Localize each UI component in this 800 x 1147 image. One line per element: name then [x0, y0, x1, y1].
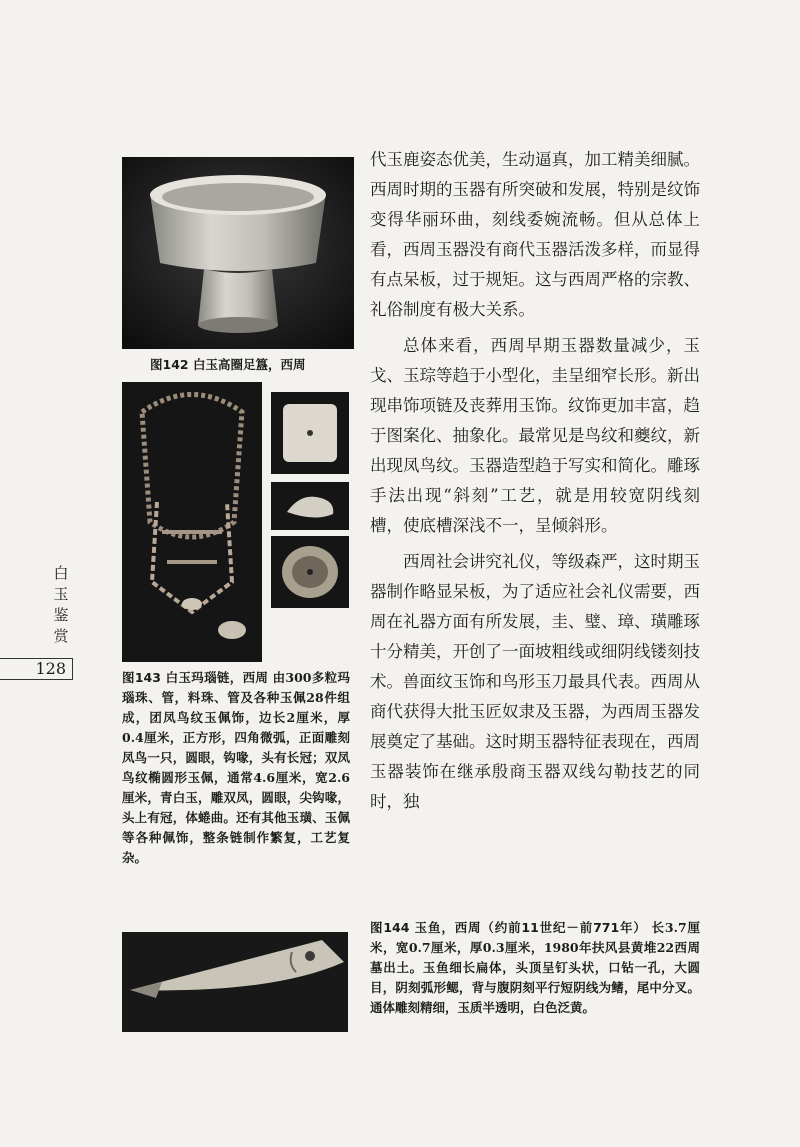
- jade-bowl-image: [122, 157, 354, 349]
- page-number: 128: [35, 659, 66, 678]
- paragraph-3: 西周社会讲究礼仪，等级森严，这时期玉器制作略显呆板，为了适应社会礼仪需要，西周在礼器方面有所发展，圭、璧、璋、璜雕琢十分精美，开创了一面坡粗线或细阴线镂刻技术。兽面纹玉饰和鸟形玉刀最具代表。西周从商代获得大批玉匠奴隶及玉器，为西周玉器发展奠定了基础。这时期玉器特征表现在，西周玉器装饰在继承殷商玉器双线勾勒技艺的同时，独: [370, 552, 700, 811]
- bird-pendant-image: [271, 482, 349, 530]
- figure-144-caption-body: 长3.7厘米，宽0.7厘米，厚0.3厘米，1980年扶风县黄堆22西周墓出土。玉鱼细长扁体，头顶呈钉头状，口钻一孔，大圆目，阴刻弧形鳃，背与腹阴刻平行短阴线为鳍，尾中分叉。通体雕刻精细，玉质半透明，白色泛黄。: [370, 920, 700, 1015]
- page-number-box: [0, 658, 73, 680]
- section-side-label: 白玉鉴赏: [53, 564, 69, 645]
- figure-143-caption-body: 由300多粒玛瑙珠、管，料珠、管及各种玉佩28件组成，团凤鸟纹玉佩饰，边长2厘米，厚0.4厘米，正方形，四角微弧，正面雕刻凤鸟一只，圆眼，钩喙，头有长冠；双凤鸟纹椭圆形玉佩，通常4.6厘米，宽2.6厘米，青白玉，雕双凤，圆眼，尖钩喙，头上有冠，体蜷曲。还有其他玉璜、玉佩等各种佩饰，整条链制作繁复，工艺复杂。: [122, 670, 350, 865]
- figure-143-detail-oval-pendant: [271, 536, 349, 608]
- figure-143-detail-bird-pendant: [271, 482, 349, 530]
- figure-143-detail-square-pendant: [271, 392, 349, 474]
- figure-143-necklace-photo: [122, 382, 262, 662]
- figure-143-caption-title: 图143 白玉玛瑙链，西周: [122, 670, 269, 685]
- figure-144-caption: [370, 918, 700, 1018]
- oval-pendant-image: [271, 536, 349, 608]
- square-pendant-image: [271, 392, 349, 474]
- figure-142-caption: [150, 355, 370, 375]
- figure-144-caption-title: 图144 玉鱼，西周（约前11世纪－前771年）: [370, 920, 647, 935]
- figure-144-photo: [122, 932, 348, 1032]
- agate-necklace-image: [122, 382, 262, 662]
- figure-142-photo: [122, 157, 354, 349]
- figure-142-caption-text: 图142 白玉高圈足簋，西周: [150, 357, 306, 372]
- main-text-column: [370, 145, 700, 817]
- paragraph-1: 代玉鹿姿态优美，生动逼真，加工精美细腻。西周时期的玉器有所突破和发展，特别是纹饰变得华丽环曲，刻线委婉流畅。但从总体上看，西周玉器没有商代玉器活泼多样，而显得有点呆板，过于规矩。这与西周严格的宗教、礼俗制度有极大关系。: [370, 150, 700, 319]
- jade-fish-image: [122, 932, 348, 1032]
- figure-143-caption: [122, 668, 350, 868]
- paragraph-2: 总体来看，西周早期玉器数量减少，玉戈、玉琮等趋于小型化，圭呈细窄长形。新出现串饰项链及丧葬用玉饰。纹饰更加丰富，趋于图案化、抽象化。最常见是鸟纹和夔纹，新出现凤鸟纹。玉器造型趋于写实和简化。雕琢手法出现“斜刻”工艺，就是用较宽阴线刻槽，使底槽深浅不一，呈倾斜形。: [370, 336, 700, 535]
